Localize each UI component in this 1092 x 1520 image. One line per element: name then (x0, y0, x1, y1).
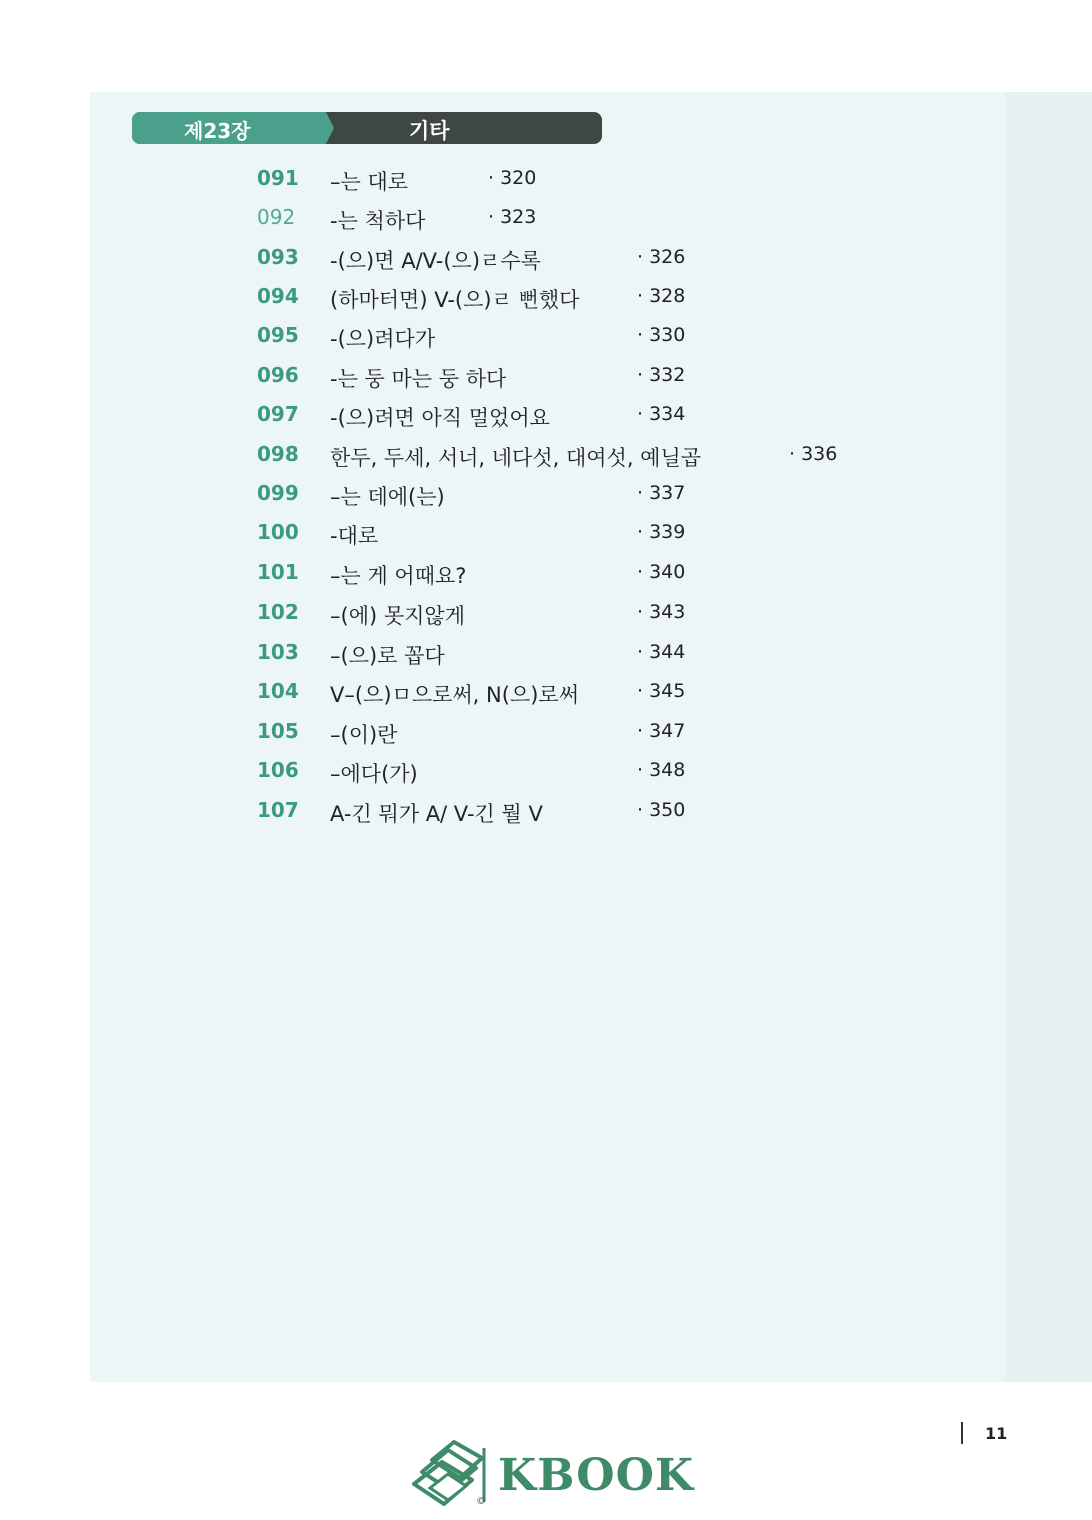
entry-page: · 332 (637, 364, 686, 386)
entry-title: -는 둥 마는 둥 하다 (330, 367, 507, 391)
entry-title: 한두, 두세, 서너, 네다섯, 대여섯, 예닐곱 (330, 446, 702, 470)
page-number-divider (961, 1422, 963, 1444)
entry-page: · 328 (637, 285, 686, 307)
entry-page: · 320 (488, 167, 537, 189)
entry-title: –는 게 어때요? (330, 564, 467, 588)
toc-entry[interactable] (0, 600, 1092, 630)
entry-page: · 344 (637, 641, 686, 663)
entry-page: · 326 (637, 246, 686, 268)
entry-page: · 323 (488, 206, 537, 228)
entry-title: -(으)려면 아직 멀었어요 (330, 406, 550, 430)
entry-page: · 337 (637, 482, 686, 504)
toc-entry[interactable] (0, 679, 1092, 709)
toc-entry[interactable] (0, 245, 1092, 275)
entry-title: -(으)면 A/V-(으)ㄹ수록 (330, 249, 541, 273)
entry-number: 098 (257, 442, 299, 466)
entry-number: 096 (257, 363, 299, 387)
entry-page: · 334 (637, 403, 686, 425)
entry-page: · 330 (637, 324, 686, 346)
toc-entry[interactable] (0, 323, 1092, 353)
entry-number: 097 (257, 402, 299, 426)
toc-entry[interactable] (0, 798, 1092, 828)
toc-entry[interactable] (0, 166, 1092, 196)
page-number: 11 (985, 1424, 1008, 1443)
entry-number: 091 (257, 166, 299, 190)
entry-title: -(으)려다가 (330, 327, 436, 351)
entry-title: –에다(가) (330, 762, 418, 786)
entry-title: –(이)란 (330, 723, 398, 747)
toc-entry[interactable] (0, 719, 1092, 749)
toc-entry[interactable] (0, 520, 1092, 550)
toc-entry[interactable] (0, 481, 1092, 511)
entry-title: -대로 (330, 524, 379, 548)
entry-number: 103 (257, 640, 299, 664)
entry-page: · 340 (637, 561, 686, 583)
toc-entry[interactable] (0, 758, 1092, 788)
entry-title: –(으)로 꼽다 (330, 644, 445, 668)
chapter-header (132, 112, 602, 146)
entry-page: · 348 (637, 759, 686, 781)
entry-number: 106 (257, 758, 299, 782)
entry-title: –는 대로 (330, 170, 409, 194)
entry-page: · 336 (789, 443, 838, 465)
entry-title: V–(으)ㅁ으로써, N(으)로써 (330, 683, 579, 707)
entry-number: 104 (257, 679, 299, 703)
entry-number: 101 (257, 560, 299, 584)
entry-number: 094 (257, 284, 299, 308)
entry-page: · 347 (637, 720, 686, 742)
toc-entry[interactable] (0, 402, 1092, 432)
toc-entry[interactable] (0, 363, 1092, 393)
entry-number: 092 (257, 205, 296, 229)
entry-number: 100 (257, 520, 299, 544)
entry-number: 102 (257, 600, 299, 624)
toc-entry[interactable] (0, 640, 1092, 670)
toc-entry[interactable] (0, 442, 1092, 472)
logo-copyright-mark: © (476, 1496, 486, 1507)
logo-wordmark: KBOOK (498, 1450, 695, 1501)
entry-title: –는 데에(는) (330, 485, 445, 509)
toc-entry[interactable] (0, 205, 1092, 235)
chapter-number: 제23장 (184, 119, 251, 143)
chapter-title: 기타 (409, 119, 450, 143)
entry-page: · 339 (637, 521, 686, 543)
toc-entry[interactable] (0, 284, 1092, 314)
entry-number: 095 (257, 323, 299, 347)
entry-title: (하마터면) V-(으)ㄹ 뻔했다 (330, 288, 580, 312)
entry-title: -는 척하다 (330, 209, 426, 233)
toc-entry[interactable] (0, 560, 1092, 590)
entry-page: · 345 (637, 680, 686, 702)
kbook-logo (408, 1438, 695, 1516)
entry-title: A-긴 뭐가 A/ V-긴 뭘 V (330, 802, 543, 826)
entry-page: · 350 (637, 799, 686, 821)
entry-page: · 343 (637, 601, 686, 623)
entry-number: 107 (257, 798, 299, 822)
entry-number: 093 (257, 245, 299, 269)
entry-number: 105 (257, 719, 299, 743)
entry-title: –(에) 못지않게 (330, 604, 465, 628)
entry-number: 099 (257, 481, 299, 505)
